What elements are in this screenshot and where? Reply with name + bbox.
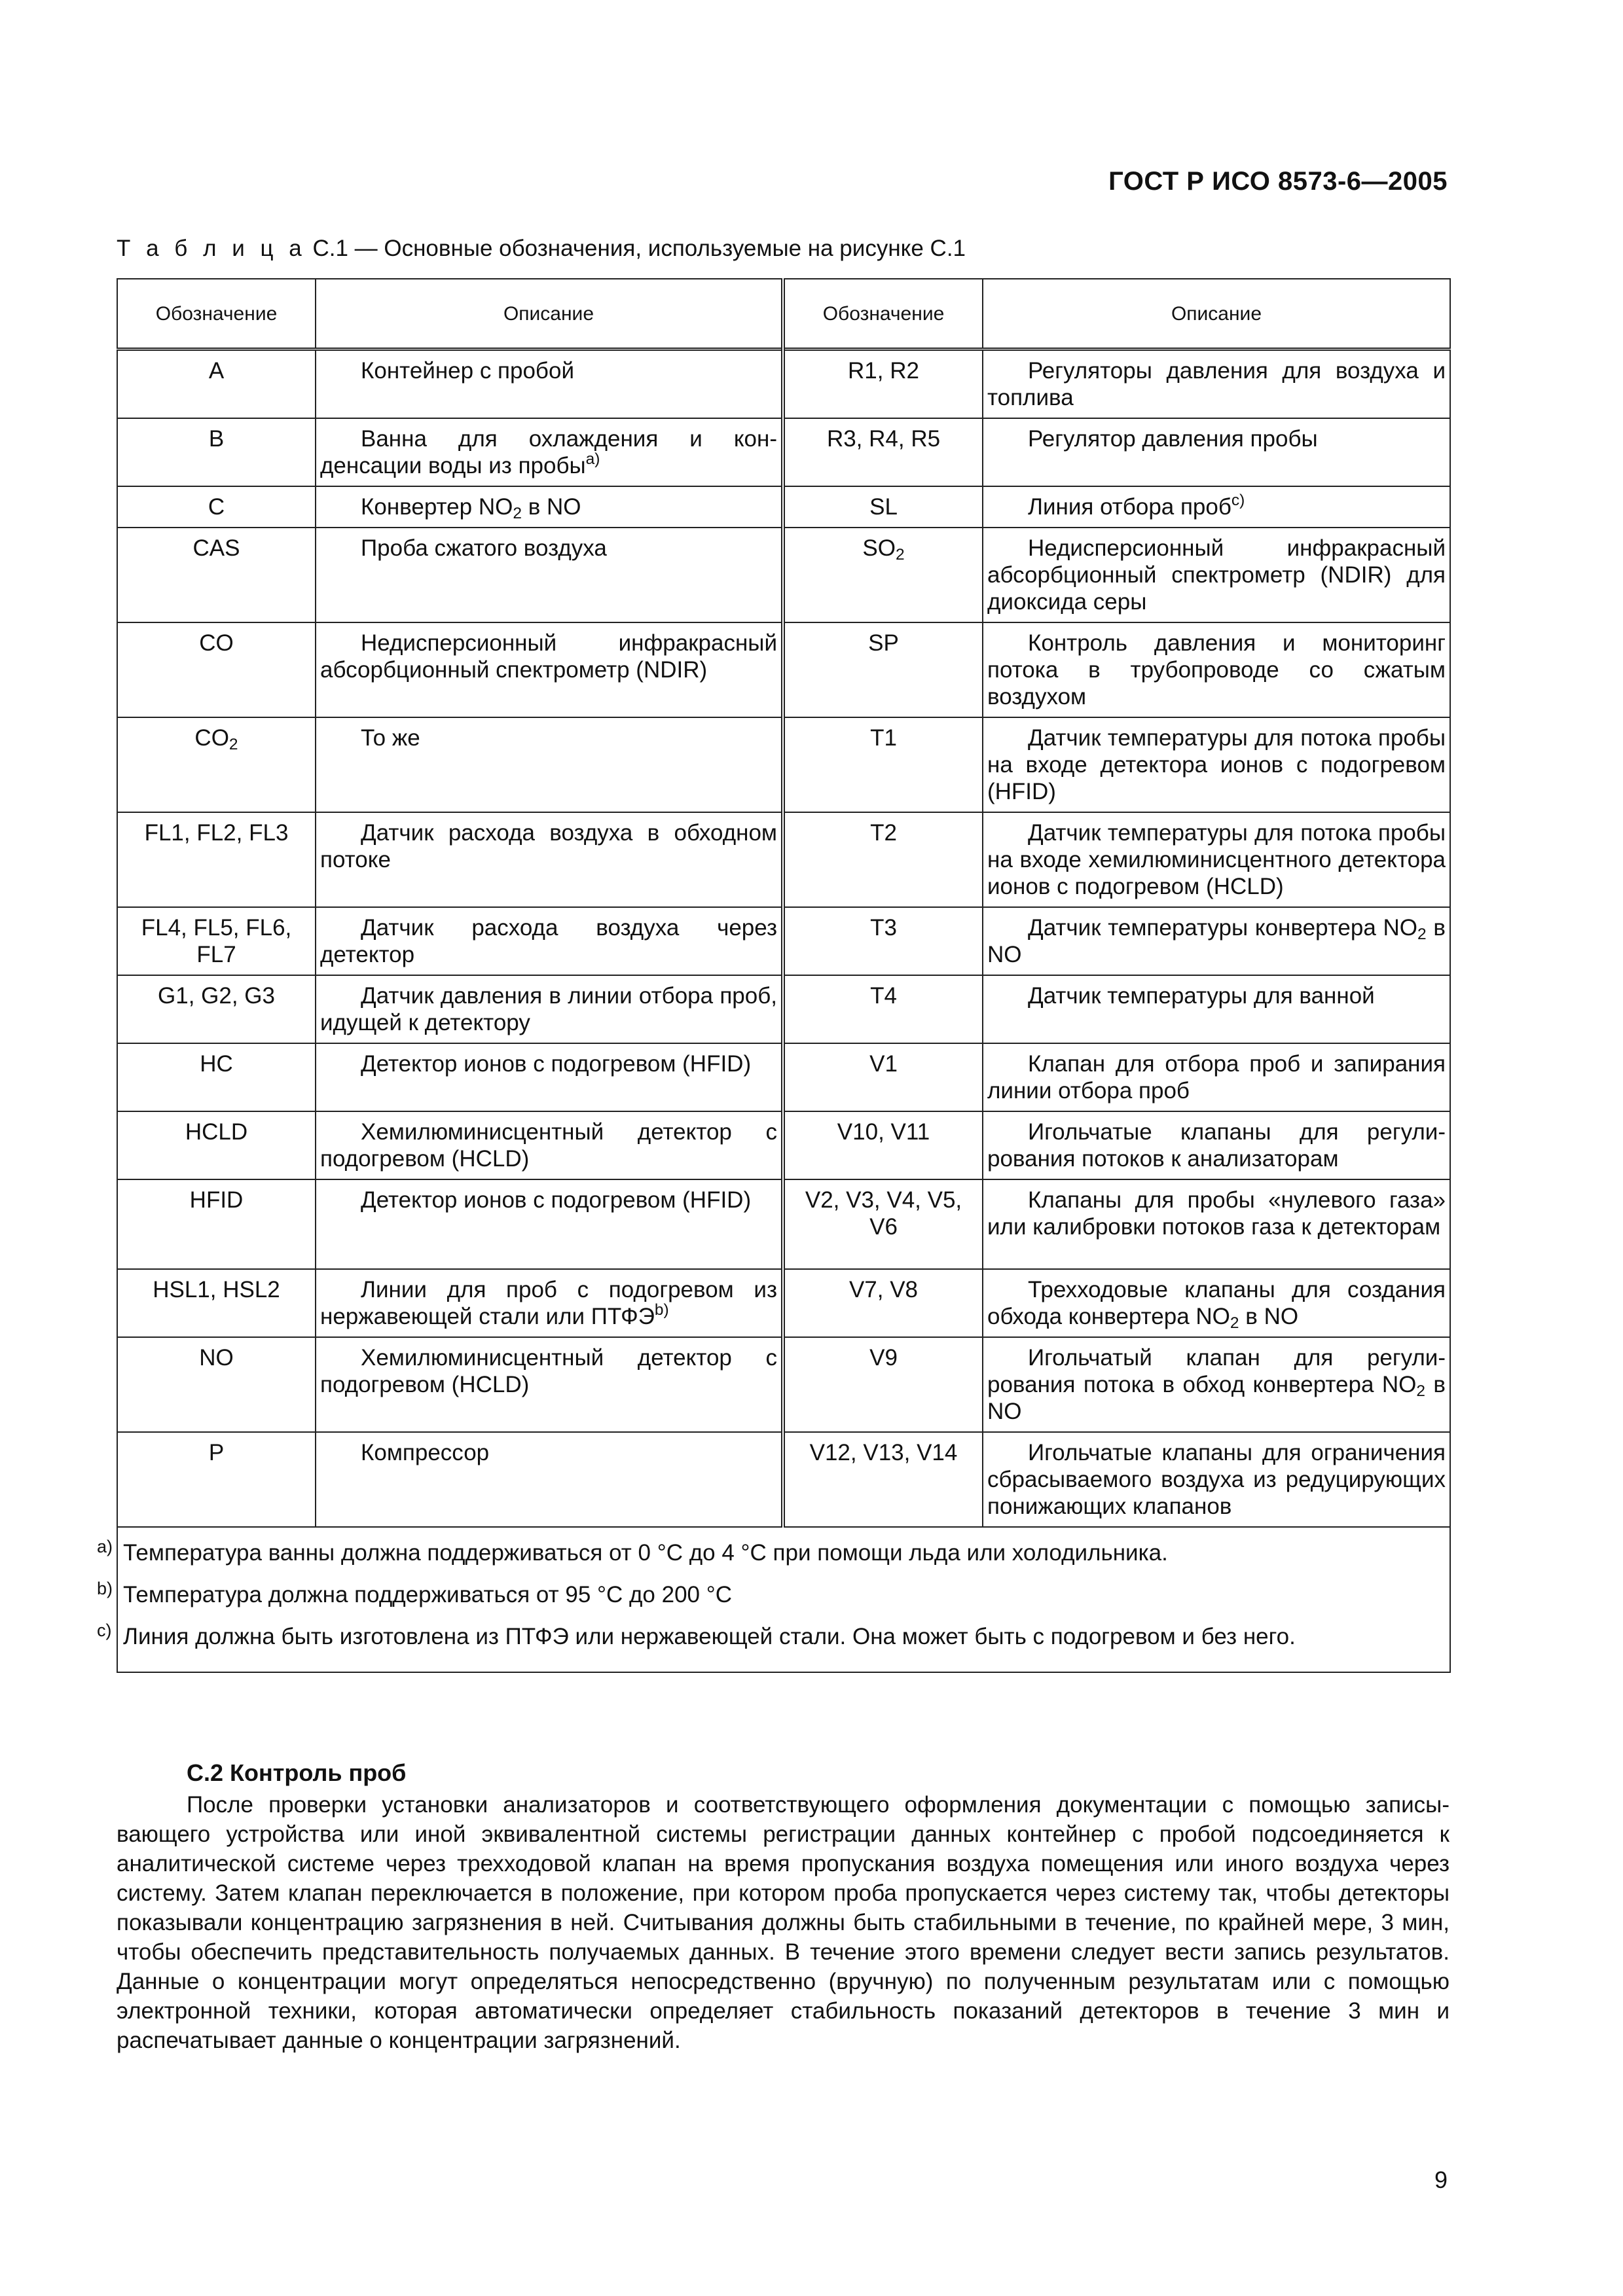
cell-text: Регулятор давления пробы [1028,426,1318,452]
cell-text: FL4, FL5, FL6, FL7 [141,915,292,967]
footnote-ref: c) [1231,492,1245,509]
table-row [117,528,1450,622]
description-cell [983,907,1450,975]
cell-text: NO [199,1345,234,1371]
subscript: 2 [1416,1382,1425,1400]
cell-text: V10, V11 [837,1119,930,1145]
cell-text: Игольчатый клапан для регули-рования потока в обход конвертера NO [987,1345,1446,1397]
cell-text: SP [868,630,899,656]
description-cell [316,528,783,622]
description-cell [983,1269,1450,1337]
cell-text: B [208,426,225,452]
cell-text: HFID [189,1187,244,1213]
section-paragraph: После проверки установки анализаторов и соответствующего оформления документации с помощью записы-вающего устройства или иной эквивалентной системы регистрации данных контейнер с пробой подсоединяется к аналитической системе через трехходовой клапан на время пропускания воздуха помещения или иного воздуха через систему. Затем клапан переключается в положение, при котором проба пропускается через систему так, чтобы детекторы показывали концентрацию загрязнения в ней. Считывания должны быть стабильными в течение, по крайней мере, 3 мин, чтобы обеспечить представительность получаемых данных. В течение этого времени следует вести запись результатов. Данные о концентрации могут определяться непосредственно (вручную) по полученным результатам или с помощью электронной техники, которая автоматически определяет стабильность показаний детекторов в течение 3 мин и распечатывает данные о концентрации загрязнений. [117,1792,1450,2053]
cell-text: A [208,358,225,384]
designation-cell [783,907,983,975]
description-cell [316,1111,783,1179]
cell-text: Недисперсионный инфракрасный абсорбционный спектрометр (NDIR) для диоксида серы [987,535,1446,615]
section-title: С.2 Контроль проб [187,1759,407,1786]
description-cell [316,622,783,717]
designation-cell [783,1111,983,1179]
table-row [117,1432,1450,1527]
cell-text: V12, V13, V14 [809,1440,958,1465]
designation-cell [783,418,983,486]
table-body [97,350,1450,1673]
designation-cell [783,622,983,717]
table-row [117,1179,1450,1269]
cell-text: SL [869,494,898,520]
header-description-1: Описание [316,279,783,350]
cell-text: Игольчатые клапаны для регули-рования потоков к анализаторам [987,1119,1446,1172]
description-cell [316,486,783,528]
cell-text: Регуляторы давления для воздуха и топлива [987,358,1446,410]
cell-text: SO [862,535,896,561]
cell-text: HSL1, HSL2 [153,1277,280,1302]
designation-cell [117,350,316,419]
table-caption [117,236,966,262]
subscript: 2 [895,546,905,564]
cell-text: FL1, FL2, FL3 [144,820,289,846]
description-cell [983,1179,1450,1269]
designation-cell [783,1337,983,1432]
table-row [117,975,1450,1043]
designation-cell [783,812,983,907]
designation-cell [783,1269,983,1337]
cell-text: Недисперсионный инфракрасный абсорбционный спектрометр (NDIR) [320,630,777,683]
cell-text: R1, R2 [848,358,919,384]
cell-text: Датчик температуры для ванной [1028,983,1375,1009]
table-row [117,486,1450,528]
table-row [117,907,1450,975]
cell-text: То же [361,725,420,751]
cell-text-tail: в NO [1239,1304,1299,1329]
designation-cell [117,1432,316,1527]
cell-text: V9 [869,1345,898,1371]
cell-text: HCLD [185,1119,248,1145]
table-caption-text: С.1 — Основные обозначения, используемые на рисунке С.1 [306,236,966,261]
description-cell [316,907,783,975]
table-row [117,812,1450,907]
designations-table [97,278,1451,1673]
cell-text-tail: в NO [521,494,581,520]
footnote-label: c) [97,1621,112,1640]
description-cell [983,812,1450,907]
designation-cell [117,717,316,812]
table-header-row [117,279,1450,350]
cell-text-tail: в NO [987,1372,1446,1424]
designation-cell [117,622,316,717]
table-row [117,1337,1450,1432]
description-cell [983,622,1450,717]
cell-text: Линии для проб с подогревом из нержавеющей стали или ПТФЭ [320,1277,777,1329]
designation-cell [783,1043,983,1111]
cell-text: Контейнер с пробой [361,358,574,384]
table-row [117,1043,1450,1111]
designation-cell [117,812,316,907]
table-footnote [97,1579,1444,1609]
cell-text: V1 [869,1051,898,1077]
cell-text: Датчик температуры для потока пробы на входе хемилюминисцентного детектора ионов с подогревом (HCLD) [987,820,1446,899]
footnote-label: a) [97,1537,113,1556]
description-cell [316,812,783,907]
cell-text: Датчик расхода воздуха через детектор [320,915,777,967]
designation-cell [117,975,316,1043]
cell-text: Конвертер NO [361,494,513,520]
cell-text: T3 [870,915,897,941]
cell-text: Датчик расхода воздуха в обходном потоке [320,820,777,872]
cell-text: T1 [870,725,897,751]
footnote-ref: a) [585,450,600,468]
description-cell [316,1432,783,1527]
cell-text: P [208,1440,225,1465]
designation-cell [117,907,316,975]
cell-text: Клапаны для пробы «нулевого газа» или калибровки потоков газа к детекторам [987,1187,1446,1240]
footnote-text: Температура ванны должна поддерживаться от 0 °С до 4 °С при помощи льда или холодильника. [123,1540,1168,1566]
table-notes-row [117,1527,1450,1672]
designation-cell [783,350,983,419]
description-cell [316,975,783,1043]
designation-cell [117,1337,316,1432]
cell-text: V7, V8 [848,1277,919,1302]
subscript: 2 [513,505,522,522]
document-header: ГОСТ Р ИСО 8573-6—2005 [1108,167,1448,196]
cell-text: Детектор ионов с подогревом (HFID) [361,1187,752,1213]
description-cell [983,717,1450,812]
cell-text: G1, G2, G3 [158,983,275,1009]
description-cell [983,975,1450,1043]
header-description-2: Описание [983,279,1450,350]
cell-text: Клапан для отбора проб и запирания линии отбора проб [987,1051,1446,1103]
cell-text: V2, V3, V4, V5, V6 [805,1187,962,1240]
cell-text: Трехходовые клапаны для создания обхода конвертера NO [987,1277,1446,1329]
subscript: 2 [1230,1314,1239,1332]
cell-text: Датчик температуры для потока пробы на входе детектора ионов с подогревом (HFID) [987,725,1446,804]
cell-text-tail: в NO [987,915,1446,967]
cell-text: Компрессор [361,1440,490,1465]
cell-text: C [208,494,225,520]
description-cell [316,418,783,486]
table-row [117,350,1450,419]
designation-cell [117,528,316,622]
designation-cell [783,975,983,1043]
subscript: 2 [1417,925,1427,943]
designation-cell [783,717,983,812]
cell-text: HC [200,1051,233,1077]
table-row [117,1111,1450,1179]
description-cell [983,1043,1450,1111]
designation-cell [117,1111,316,1179]
cell-text: Хемилюминисцентный детектор с подогревом (HCLD) [320,1345,777,1397]
description-cell [983,528,1450,622]
description-cell [316,1179,783,1269]
description-cell [316,1043,783,1111]
description-cell [983,350,1450,419]
description-cell [983,1337,1450,1432]
designation-cell [783,528,983,622]
designation-cell [783,486,983,528]
table-footnote [97,1621,1444,1651]
designation-cell [117,1269,316,1337]
description-cell [316,717,783,812]
designation-cell [117,486,316,528]
designation-cell [783,1432,983,1527]
table-notes [97,1527,1450,1672]
header-designation-1: Обозначение [117,279,316,350]
cell-text: Детектор ионов с подогревом (HFID) [361,1051,752,1077]
designation-cell [117,1179,316,1269]
footnote-ref: b) [654,1301,669,1319]
table-caption-prefix: Т а б л и ц а [117,236,306,261]
footnote-label: b) [97,1579,113,1598]
description-cell [983,1111,1450,1179]
cell-text: CO [199,630,234,656]
cell-text: Контроль давления и мониторинг потока в трубопроводе со сжатым воздухом [987,630,1446,709]
description-cell [983,418,1450,486]
designation-cell [783,1179,983,1269]
cell-text: CAS [192,535,240,561]
description-cell [983,1432,1450,1527]
cell-text: Датчик температуры конвертера NO [1028,915,1418,941]
cell-text: R3, R4, R5 [826,426,941,452]
table-row [117,717,1450,812]
footnote-text: Линия должна быть изготовлена из ПТФЭ или нержавеющей стали. Она может быть с подогревом и без него. [123,1624,1296,1649]
designation-cell [117,418,316,486]
header-designation-2: Обозначение [783,279,983,350]
cell-text: Игольчатые клапаны для ограничения сбрасываемого воздуха из редуцирующих понижающих клапанов [987,1440,1446,1519]
cell-text: Хемилюминисцентный детектор с подогревом (HCLD) [320,1119,777,1172]
subscript: 2 [228,736,238,753]
table-footnote [97,1537,1444,1567]
designation-cell [117,1043,316,1111]
cell-text: Проба сжатого воздуха [361,535,607,561]
description-cell [983,486,1450,528]
table-row [117,418,1450,486]
cell-text: Линия отбора проб [1028,494,1231,520]
cell-text: Ванна для охлаждения и кон-денсации воды из пробы [320,426,777,478]
cell-text: Датчик давления в линии отбора проб, идущей к детектору [320,983,777,1035]
description-cell [316,1269,783,1337]
cell-text: CO [194,725,229,751]
page-number: 9 [1434,2166,1448,2193]
table-row [117,622,1450,717]
cell-text: T2 [870,820,897,846]
table-row [117,1269,1450,1337]
description-cell [316,1337,783,1432]
cell-text: T4 [870,983,897,1009]
description-cell [316,350,783,419]
footnote-text: Температура должна поддерживаться от 95 °С до 200 °С [123,1582,733,1607]
